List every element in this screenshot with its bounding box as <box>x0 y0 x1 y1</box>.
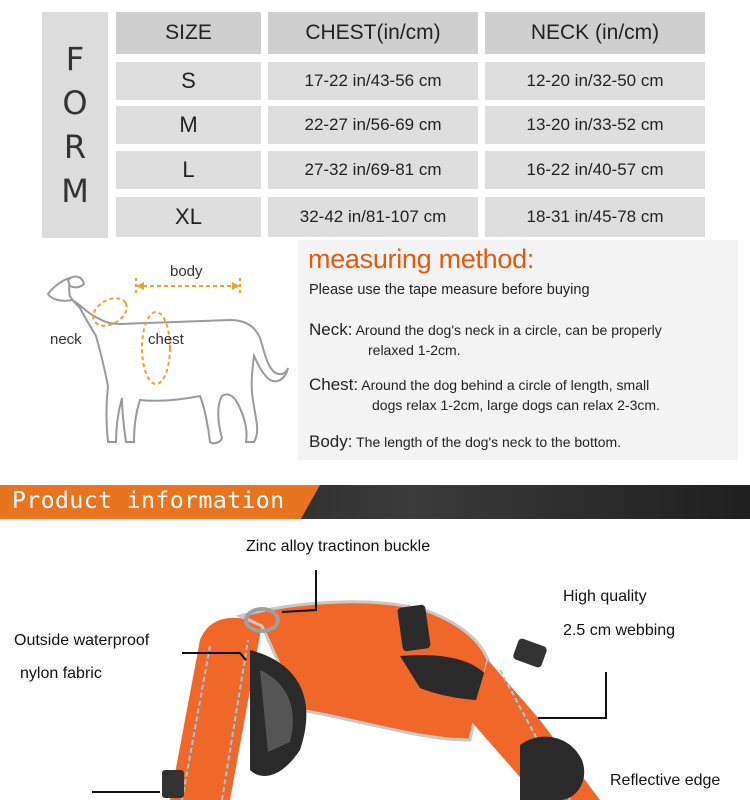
chest-cell: 17-22 in/43-56 cm <box>268 62 478 100</box>
method-text: Around the dog's neck in a circle, can be properly <box>355 322 662 338</box>
method-text-continued: dogs relax 1-2cm, large dogs can relax 2-3cm. <box>372 397 660 413</box>
buckle-callout: Zinc alloy tractinon buckle <box>246 538 431 555</box>
chest-cell: 22-27 in/56-69 cm <box>268 106 478 144</box>
method-label: Neck: <box>309 320 353 339</box>
neck-cell: 12-20 in/32-50 cm <box>485 62 705 100</box>
method-item-neck <box>309 320 662 340</box>
method-text: The length of the dog's neck to the bottom. <box>356 434 622 450</box>
method-text-continued: relaxed 1-2cm. <box>368 342 461 358</box>
neck-cell: 13-20 in/33-52 cm <box>485 106 705 144</box>
product-info-title: Product information <box>12 488 285 514</box>
method-text: Around the dog behind a circle of length, small <box>361 377 650 393</box>
size-cell: M <box>116 106 261 144</box>
method-label: Chest: <box>309 375 359 394</box>
size-cell: L <box>116 151 261 189</box>
header-neck: NECK (in/cm) <box>485 12 705 54</box>
form-letter: O <box>62 84 88 122</box>
reflective-callout: Reflective edge <box>610 772 721 789</box>
neck-cell: 18-31 in/45-78 cm <box>485 197 705 237</box>
fabric-callout-line2: nylon fabric <box>20 665 102 682</box>
header-size: SIZE <box>116 12 261 54</box>
form-letter: M <box>61 172 89 210</box>
fabric-callout-line1: Outside waterproof <box>14 632 150 649</box>
measuring-method-title: measuring method: <box>308 244 535 274</box>
form-label-column <box>42 12 108 238</box>
webbing-callout-line2: 2.5 cm webbing <box>563 622 676 639</box>
measuring-method-intro: Please use the tape measure before buying <box>309 282 590 298</box>
chest-cell: 27-32 in/69-81 cm <box>268 151 478 189</box>
method-item-body <box>309 432 621 452</box>
body-label: body <box>170 263 203 280</box>
size-cell: S <box>116 62 261 100</box>
chest-cell: 32-42 in/81-107 cm <box>268 197 478 237</box>
size-cell: XL <box>116 197 261 237</box>
dog-measurement-diagram <box>40 256 300 466</box>
neck-label: neck <box>50 331 82 348</box>
method-label: Body: <box>309 432 353 451</box>
harness-image <box>0 520 750 800</box>
chest-label: chest <box>148 331 184 348</box>
header-chest: CHEST(in/cm) <box>268 12 478 54</box>
neck-cell: 16-22 in/40-57 cm <box>485 151 705 189</box>
webbing-callout-line1: High quality <box>563 588 647 605</box>
dog-silhouette-icon <box>40 256 300 466</box>
form-letter: F <box>65 40 85 78</box>
method-item-chest <box>309 375 649 395</box>
form-letter: R <box>63 128 87 166</box>
